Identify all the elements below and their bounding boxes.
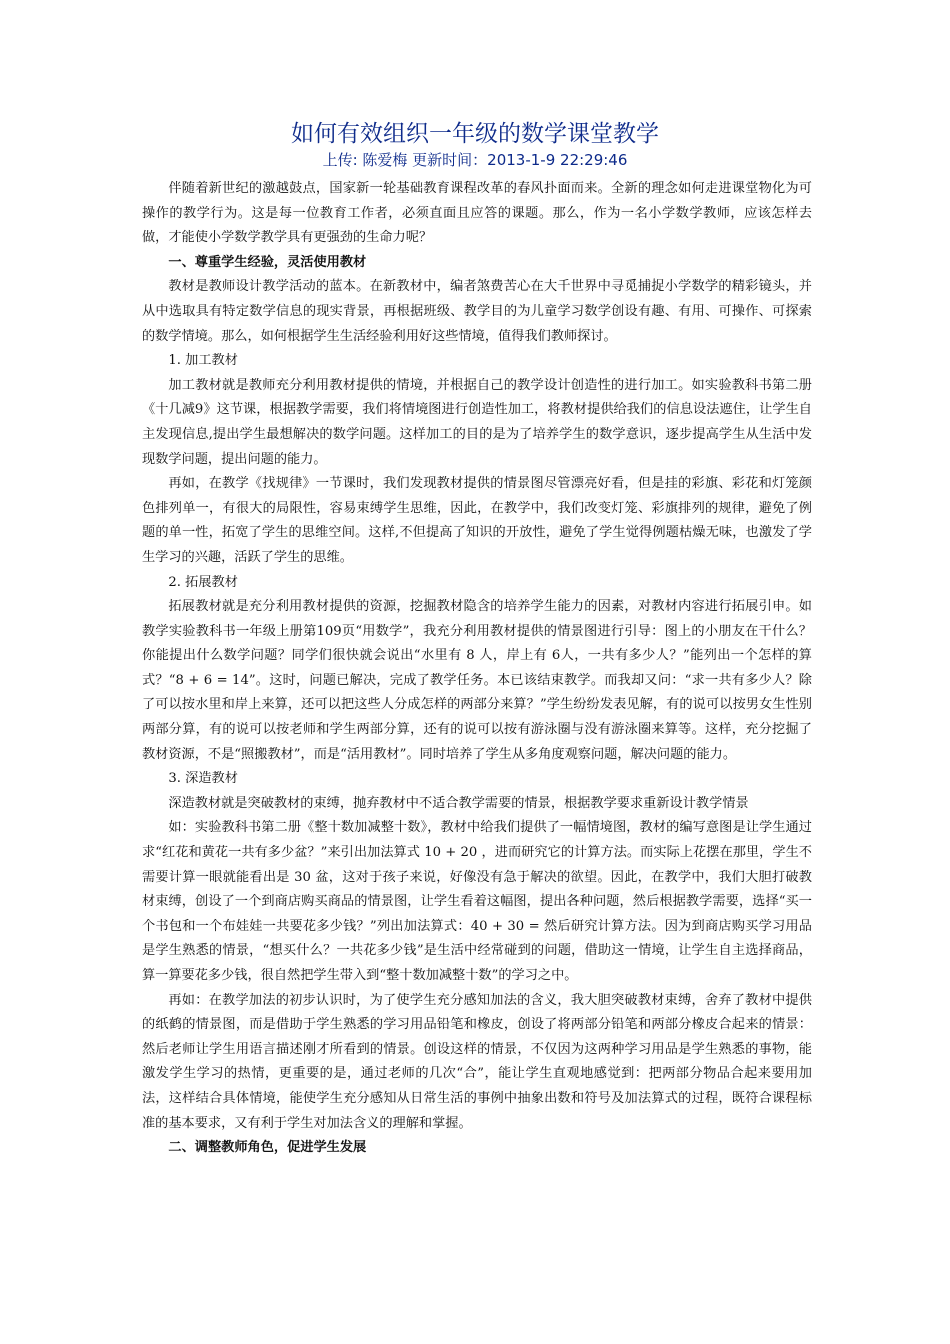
subsection-heading-3: 3. 深造教材 [168, 771, 238, 787]
body-paragraph: 如：实验教科书第二册《整十数加减整十数》，教材中给我们提供了一幅情境图，教材的编写意图是让学生通过求“红花和黄花一共有多少盆？”来引出加法算式 10 + 20 ，进而研究它的计算方法。而实际上花摆在那里，学生不需要计算一眼就能看出是 30 盆，这对于孩子来说，好像没有急于解决的欲望。因此，在教学中，我们大胆打破教材束缚，创设了一个到商店购买商品的情景图，让学生看着这幅图，提出各种问题，然后根据教学需要，选择“买一个书包和一个布娃娃一共要花多少钱？”列出加法算式：40 + 30 = 然后研究计算方法。因为到商店购买学习用品是学生熟悉的情景，“想买什么？一共花多少钱”是生活中经常碰到的问题，借助这一情境，让学生自主选择商品，算一算要花多少钱，很自然把学生带入到“整十数加减整十数”的学习之中。 [142, 820, 812, 983]
upload-info: 上传: 陈爱梅 更新时间：2013-1-9 22:29:46 [322, 151, 628, 169]
subsection-heading-1: 1. 加工教材 [168, 353, 238, 369]
article-body [142, 177, 812, 1161]
document-title: 如何有效组织一年级的数学课堂教学 [291, 121, 659, 147]
body-paragraph: 深造教材就是突破教材的束缚，抛弃教材中不适合教学需要的情景，根据教学要求重新设计教学情景 [168, 795, 749, 811]
body-paragraph: 教材是教师设计教学活动的蓝本。在新教材中，编者煞费苦心在大千世界中寻觅捕捉小学数学的精彩镜头，并从中选取具有特定数学信息的现实背景，再根据班级、教学目的为儿童学习数学创设有趣、有用、可操作、可探索的数学情境。那么，如何根据学生生活经验利用好这些情境，值得我们教师探讨。 [142, 279, 812, 344]
intro-paragraph: 伴随着新世纪的激越鼓点，国家新一轮基础教育课程改革的春风扑面而来。全新的理念如何走进课堂物化为可操作的教学行为。这是每一位教育工作者，必须直面且应答的课题。那么，作为一名小学数学教师，应该怎样去做，才能使小学数学教学具有更强劲的生命力呢？ [142, 181, 812, 246]
body-paragraph: 加工教材就是教师充分利用教材提供的情境，并根据自己的教学设计创造性的进行加工。如实验教科书第二册《十几减9》这节课，根据教学需要，我们将情境图进行创造性加工，将教材提供给我们的信息设法遮住，让学生自主发现信息,提出学生最想解决的数学问题。这样加工的目的是为了培养学生的数学意识，逐步提高学生从生活中发现数学问题，提出问题的能力。 [142, 377, 812, 467]
body-paragraph: 拓展教材就是充分利用教材提供的资源，挖掘教材隐含的培养学生能力的因素，对教材内容进行拓展引申。如教学实验教科书一年级上册第109页“用数学”，我充分利用教材提供的情景图进行引导：图上的小朋友在干什么？你能提出什么数学问题？同学们很快就会说出“水里有 8 人，岸上有 6人，一共有多少人？”能列出一个怎样的算式？“8 + 6 = 14”。这时，问题已解决，完成了教学任务。本已该结束教学。而我却又问：“求一共有多少人？除了可以按水里和岸上来算，还可以把这些人分成怎样的两部分来算？”学生纷纷发表见解，有的说可以按男女生性别两部分算，有的说可以按老师和学生两部分算，还有的说可以按有游泳圈与没有游泳圈来算等。这样，充分挖掘了教材资源，不是“照搬教材”，而是“活用教材”。同时培养了学生从多角度观察问题，解决问题的能力。 [142, 599, 812, 762]
section-heading-2: 二、调整教师角色，促进学生发展 [168, 1140, 367, 1156]
section-heading-1: 一、尊重学生经验，灵活使用教材 [168, 254, 367, 270]
body-paragraph: 再如：在教学加法的初步认识时，为了使学生充分感知加法的含义，我大胆突破教材束缚，舍弃了教材中提供的纸鹤的情景图，而是借助于学生熟悉的学习用品铅笔和橡皮，创设了将两部分铅笔和两部分橡皮合起来的情景：然后老师让学生用语言描述刚才所看到的情景。创设这样的情景，不仅因为这两种学习用品是学生熟悉的事物，能激发学生学习的热情，更重要的是，通过老师的几次“合”，能让学生直观地感觉到：把两部分物品合起来要用加法，这样结合具体情境，能使学生充分感知从日常生活的事例中抽象出数和符号及加法算式的过程，既符合课程标准的基本要求，又有利于学生对加法含义的理解和掌握。 [142, 992, 812, 1131]
subsection-heading-2: 2. 拓展教材 [168, 574, 238, 590]
body-paragraph: 再如，在教学《找规律》一节课时，我们发现教材提供的情景图尽管漂亮好看，但是挂的彩旗、彩花和灯笼颜色排列单一，有很大的局限性，容易束缚学生思维，因此，在教学中，我们改变灯笼、彩旗排列的规律，避免了例题的单一性，拓宽了学生的思维空间。这样,不但提高了知识的开放性，避免了学生觉得例题枯燥无味，也激发了学生学习的兴趣，活跃了学生的思维。 [142, 476, 812, 565]
